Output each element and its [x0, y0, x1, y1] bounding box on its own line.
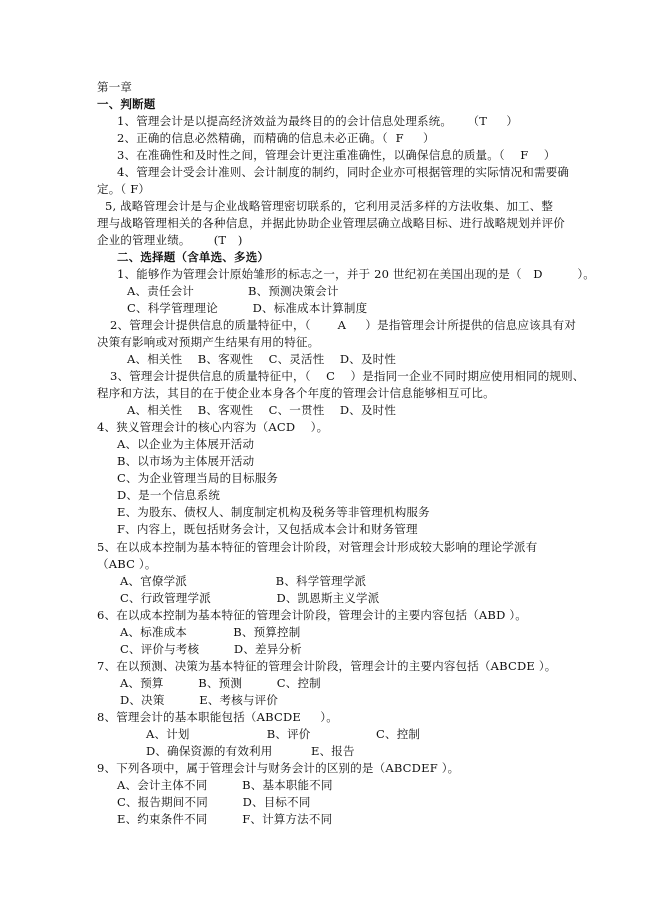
mc-question-5-options-2: C、行政管理学派 D、凯恩斯主义学派	[120, 591, 380, 605]
tf-question-4-line-2: 定。（ F）	[97, 182, 151, 196]
mc-question-9-options-2: C、报告期间不同 D、目标不同	[117, 795, 311, 809]
mc-question-6-options-2: C、评价与考核 D、差异分析	[120, 642, 302, 656]
mc-question-1: 1、能够作为管理会计原始雏形的标志之一，并于 20 世纪初在美国出现的是（ D ）。	[117, 267, 595, 281]
tf-question-5-line-2: 理与战略管理相关的各种信息，并据此协助企业管理层确立战略目标、进行战略规划并评价	[97, 216, 565, 230]
mc-question-4-option-e: E、为股东、债权人、制度制定机构及税务等非管理机构服务	[117, 505, 430, 519]
tf-question-3: 3、在准确性和及时性之间，管理会计更注重准确性，以确保信息的质量。（ F ）	[117, 148, 556, 162]
mc-question-7-options-1: A、预算 B、预测 C、控制	[120, 676, 321, 690]
mc-question-1-options-1: A、责任会计 B、预测决策会计	[127, 284, 339, 298]
mc-question-5-options-1: A、官僚学派 B、科学管理学派	[120, 574, 367, 588]
mc-question-9-options-1: A、会计主体不同 B、基本职能不同	[117, 778, 333, 792]
mc-question-7-options-2: D、决策 E、考核与评价	[120, 693, 279, 707]
mc-question-9-options-3: E、约束条件不同 F、计算方法不同	[117, 812, 333, 826]
tf-question-4-line-1: 4、管理会计受会计准则、会计制度的制约，同时企业亦可根据管理的实际情况和需要确	[117, 165, 570, 179]
mc-question-5-line-1: 5、在以成本控制为基本特征的管理会计阶段，对管理会计形成较大影响的理论学派有	[97, 540, 538, 554]
mc-question-4-option-c: C、为企业管理当局的目标服务	[117, 471, 279, 485]
section-heading-true-false: 一、判断题	[97, 97, 156, 111]
mc-question-4-option-a: A、以企业为主体展开活动	[117, 437, 255, 451]
mc-question-4-option-b: B、以市场为主体展开活动	[117, 454, 255, 468]
mc-question-2-line-2: 决策有影响或对预期产生结果有用的特征。	[97, 335, 320, 349]
tf-question-5-line-3: 企业的管理业绩。 (T )	[97, 233, 243, 247]
mc-question-1-options-2: C、科学管理理论 D、标准成本计算制度	[127, 301, 368, 315]
chapter-title: 第一章	[97, 80, 133, 94]
mc-question-8: 8、管理会计的基本职能包括（ABCDE ）。	[97, 710, 338, 724]
section-heading-multiple-choice: 二、选择题（含单选、多选）	[117, 250, 270, 264]
tf-question-1: 1、管理会计是以提高经济效益为最终目的的会计信息处理系统。 （T ）	[117, 114, 519, 128]
mc-question-7: 7、在以预测、决策为基本特征的管理会计阶段，管理会计的主要内容包括（ABCDE ）。	[97, 659, 557, 673]
mc-question-9: 9、下列各项中，属于管理会计与财务会计的区别的是（ABCDEF ）。	[97, 761, 460, 775]
mc-question-3-line-2: 程序和方法，其目的在于使企业本身各个年度的管理会计信息能够相互可比。	[97, 386, 495, 400]
mc-question-8-options-2: D、确保资源的有效利用 E、报告	[146, 744, 355, 758]
mc-question-6-options-1: A、标准成本 B、预算控制	[120, 625, 301, 639]
mc-question-8-options-1: A、计划 B、评价 C、控制	[146, 727, 421, 741]
mc-question-3-options: A、相关性 B、客观性 C、一贯性 D、及时性	[127, 403, 397, 417]
mc-question-4-option-d: D、是一个信息系统	[117, 488, 221, 502]
tf-question-2: 2、正确的信息必然精确，而精确的信息未必正确。（ F ）	[117, 131, 435, 145]
mc-question-5-line-2: （ABC ）。	[97, 557, 157, 571]
mc-question-3-line-1: 3、管理会计提供信息的质量特征中，（ C ）是指同一企业不同时期应使用相同的规则、	[110, 369, 585, 383]
mc-question-4-option-f: F、内容上，既包括财务会计，又包括成本会计和财务管理	[117, 522, 418, 536]
mc-question-4: 4、狭义管理会计的核心内容为（ACD ）。	[97, 420, 329, 434]
mc-question-6: 6、在以成本控制为基本特征的管理会计阶段，管理会计的主要内容包括（ABD ）。	[97, 608, 527, 622]
mc-question-2-line-1: 2、管理会计提供信息的质量特征中，（ A ）是指管理会计所提供的信息应该具有对	[110, 318, 577, 332]
mc-question-2-options: A、相关性 B、客观性 C、灵活性 D、及时性	[127, 352, 397, 366]
tf-question-5-line-1: 5, 战略管理会计是与企业战略管理密切联系的，它利用灵活多样的方法收集、加工、整	[105, 199, 554, 213]
